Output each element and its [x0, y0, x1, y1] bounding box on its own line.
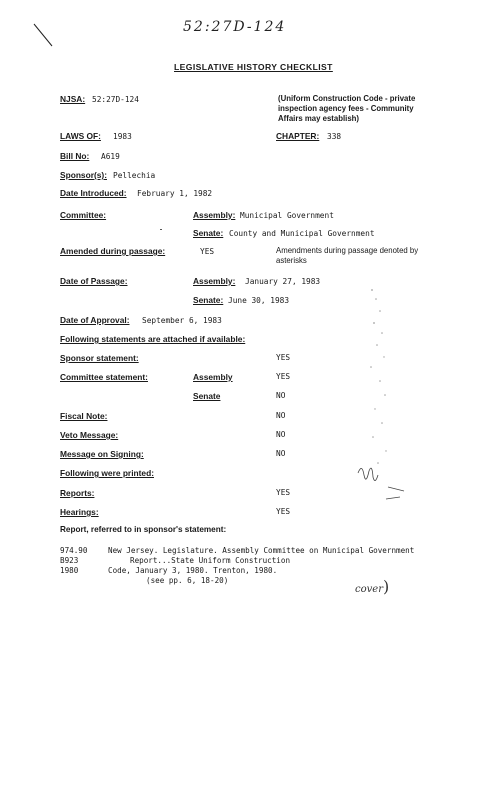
reference-call-number-3: 1980 [60, 566, 79, 575]
handwritten-margin-note: cover) [355, 577, 390, 596]
page-title: LEGISLATIVE HISTORY CHECKLIST [174, 62, 333, 72]
committee-label: Committee: [60, 210, 107, 220]
stray-dot [160, 229, 162, 230]
chapter-label: CHAPTER: [276, 131, 320, 141]
law-description: (Uniform Construction Code - private inspection agency fees - Community Affairs may establish) [278, 94, 416, 123]
fiscal-note-value: NO [276, 411, 286, 420]
bill-no-label: Bill No: [60, 151, 90, 161]
date-of-approval-value: September 6, 1983 [142, 316, 222, 325]
date-introduced-label: Date Introduced: [60, 188, 127, 198]
committee-senate-label: Senate: [193, 228, 224, 238]
sponsors-value: Pellechia [113, 171, 156, 180]
committee-senate-value: County and Municipal Government [229, 229, 375, 238]
njsa-value: 52:27D-124 [92, 95, 139, 104]
printed-header: Following were printed: [60, 468, 154, 478]
reference-line-1: New Jersey. Legislature. Assembly Committee on Municipal Government [108, 546, 415, 555]
report-referred-header: Report, referred to in sponsor's statement: [60, 525, 227, 534]
laws-of-label: LAWS OF: [60, 131, 101, 141]
committee-statement-assembly-label: Assembly [193, 372, 233, 382]
chapter-value: 338 [327, 132, 342, 141]
message-on-signing-label: Message on Signing: [60, 449, 144, 459]
committee-statement-senate-value: NO [276, 391, 286, 400]
veto-message-value: NO [276, 430, 286, 439]
reference-call-number-1: 974.90 [60, 546, 88, 555]
hearings-value: YES [276, 507, 291, 516]
committee-assembly-value: Municipal Government [240, 211, 334, 220]
passage-assembly-value: January 27, 1983 [245, 277, 321, 286]
amended-value: YES [200, 247, 215, 256]
pen-stroke-mark [32, 22, 54, 48]
amended-note: Amendments during passage denoted by asterisks [276, 246, 419, 265]
passage-senate-label: Senate: [193, 295, 224, 305]
laws-of-value: 1983 [113, 132, 132, 141]
veto-message-label: Veto Message: [60, 430, 119, 440]
committee-statement-senate-label: Senate [193, 391, 221, 401]
committee-statement-assembly-value: YES [276, 372, 291, 381]
scan-artifacts [340, 285, 420, 515]
reference-line-2: Report...State Uniform Construction [130, 556, 291, 565]
amended-label: Amended during passage: [60, 246, 166, 256]
hearings-label: Hearings: [60, 507, 99, 517]
committee-statement-label: Committee statement: [60, 372, 148, 382]
sponsor-statement-label: Sponsor statement: [60, 353, 139, 363]
attached-statements-header: Following statements are attached if available: [60, 334, 246, 344]
njsa-label: NJSA: [60, 94, 86, 104]
reports-label: Reports: [60, 488, 95, 498]
reports-value: YES [276, 488, 291, 497]
reference-line-4: (see pp. 6, 18-20) [146, 576, 229, 585]
message-on-signing-value: NO [276, 449, 286, 458]
reference-line-3: Code, January 3, 1980. Trenton, 1980. [108, 566, 278, 575]
handwritten-statute-code: 52:27D-124 [183, 19, 287, 35]
passage-assembly-label: Assembly: [193, 276, 236, 286]
fiscal-note-label: Fiscal Note: [60, 411, 108, 421]
bill-no-value: A619 [101, 152, 120, 161]
date-of-passage-label: Date of Passage: [60, 276, 128, 286]
passage-senate-value: June 30, 1983 [228, 296, 290, 305]
reference-call-number-2: B923 [60, 556, 79, 565]
sponsors-label: Sponsor(s): [60, 170, 107, 180]
date-introduced-value: February 1, 1982 [137, 189, 213, 198]
sponsor-statement-value: YES [276, 353, 291, 362]
committee-assembly-label: Assembly: [193, 210, 236, 220]
date-of-approval-label: Date of Approval: [60, 315, 130, 325]
